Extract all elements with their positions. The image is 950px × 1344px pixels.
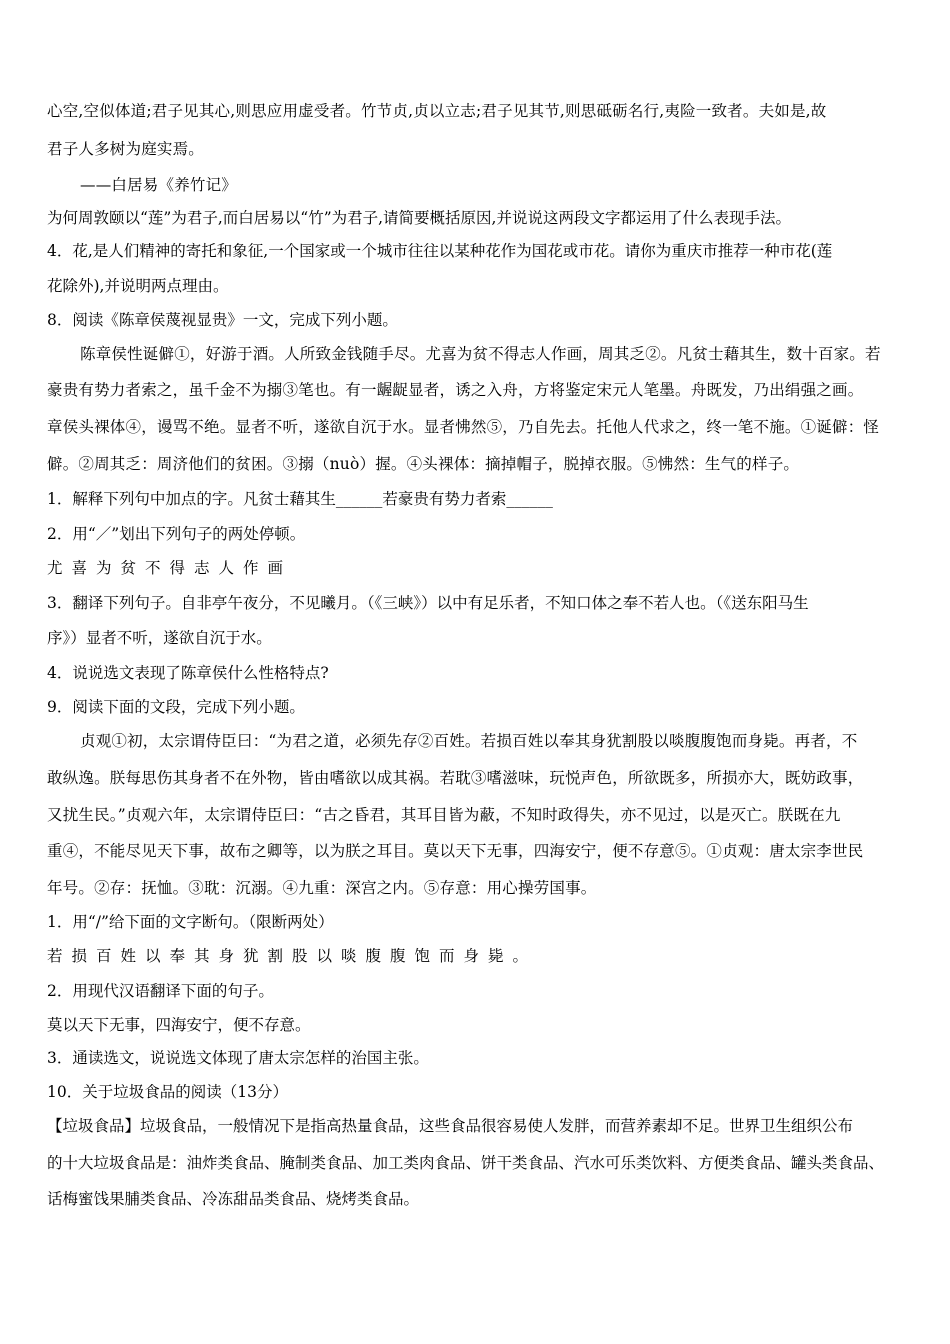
question-text: 3．通读选文，说说选文体现了唐太宗怎样的治国主张。 [47,1049,429,1067]
passage-line: 敢纵逸。朕每思伤其身者不在外物，皆由嗜欲以成其祸。若耽③嗜滋味，玩悦声色，所欲既多，所损亦大，既妨政事， [47,769,864,787]
text-line: 心空,空似体道;君子见其心,则思应用虚受者。竹节贞,贞以立志;君子见其节,则思砥砺名行,夷险一致者。夫如是,故 [47,102,827,120]
question-text: 1．用“/”给下面的文字断句。（限断两处） [47,913,334,931]
passage-line: 重④，不能尽见天下事，故布之卿等，以为朕之耳目。莫以天下无事，四海安宁，便不存意⑤。①贞观：唐太宗李世民 [47,842,864,860]
question-text: 花除外),并说明两点理由。 [47,277,229,295]
attribution-line: ——白居易《养竹记》 [80,176,238,194]
passage-line: 章侯头裸体④，谩骂不绝。显者不听，遂欲自沉于水。显者怫然⑤，乃自先去。托他人代求之，终一笔不施。①诞僻：怪 [47,418,880,436]
passage-line: 的十大垃圾食品是：油炸类食品、腌制类食品、加工类肉食品、饼干类食品、汽水可乐类饮料、方便类食品、罐头类食品、 [47,1154,885,1172]
question-text: 4．花,是人们精神的寄托和象征,一个国家或一个城市往往以某种花作为国花或市花。请你为重庆市推荐一种市花(莲 [47,242,833,260]
question-text: 莫以天下无事，四海安宁，便不存意。 [47,1016,311,1034]
question-text: 2．用“／”划出下列句子的两处停顿。 [47,525,306,543]
section-heading: 9．阅读下面的文段，完成下列小题。 [47,698,305,716]
passage-line: 豪贵有势力者索之，虽千金不为搦③笔也。有一龌龊显者，诱之入舟，方将鉴定宋元人笔墨。舟既发，乃出绢强之画。 [47,381,864,399]
question-text: 序》）显者不听，遂欲自沉于水。 [47,629,272,647]
section-heading: 10．关于垃圾食品的阅读（13分） [47,1083,288,1101]
question-text: 2．用现代汉语翻译下面的句子。 [47,982,274,1000]
passage-line: 陈章侯性诞僻①，好游于酒。人所致金钱随手尽。尤喜为贫不得志人作画，周其乏②。凡贫士藉其生，数十百家。若 [80,345,881,363]
question-text: 1．解释下列句中加点的字。凡贫士藉其生______若豪贵有势力者索______ [47,490,553,508]
question-text: 4．说说选文表现了陈章侯什么性格特点? [47,664,329,682]
question-text: 若损百姓以奉其身犹割股以啖腹腹饱而身毙。 [47,947,538,965]
text-line: 君子人多树为庭实焉。 [47,140,205,158]
passage-line: 贞观①初，太宗谓侍臣曰：“为君之道，必须先存②百姓。若损百姓以奉其身犹割股以啖腹腹饱而身毙。再者，不 [80,732,858,750]
question-text: 为何周敦颐以“莲”为君子,而白居易以“竹”为君子,请简要概括原因,并说说这两段文字都运用了什么表现手法。 [47,209,791,227]
passage-line: 又扰生民。”贞观六年，太宗谓侍臣曰：“古之昏君，其耳目皆为蔽，不知时政得失，亦不见过，以是灭亡。朕既在九 [47,806,841,824]
question-text: 3．翻译下列句子。自非亭午夜分，不见曦月。（《三峡》）以中有足乐者，不知口体之奉不若人也。（《送东阳马生 [47,594,809,612]
question-text: 尤喜为贫不得志人作画 [47,559,293,577]
section-heading: 8．阅读《陈章侯蔑视显贵》一文，完成下列小题。 [47,311,398,329]
passage-line: 年号。②存：抚恤。③耽：沉溺。④九重：深宫之内。⑤存意：用心操劳国事。 [47,879,597,897]
passage-line: 话梅蜜饯果脯类食品、冷冻甜品类食品、烧烤类食品。 [47,1190,420,1208]
passage-line: 【垃圾食品】垃圾食品，一般情况下是指高热量食品，这些食品很容易使人发胖，而营养素却不足。世界卫生组织公布 [47,1117,854,1135]
passage-line: 僻。②周其乏：周济他们的贫困。③搦（nuò）握。④头裸体：摘掉帽子，脱掉衣服。⑤怫然：生气的样子。 [47,455,800,473]
